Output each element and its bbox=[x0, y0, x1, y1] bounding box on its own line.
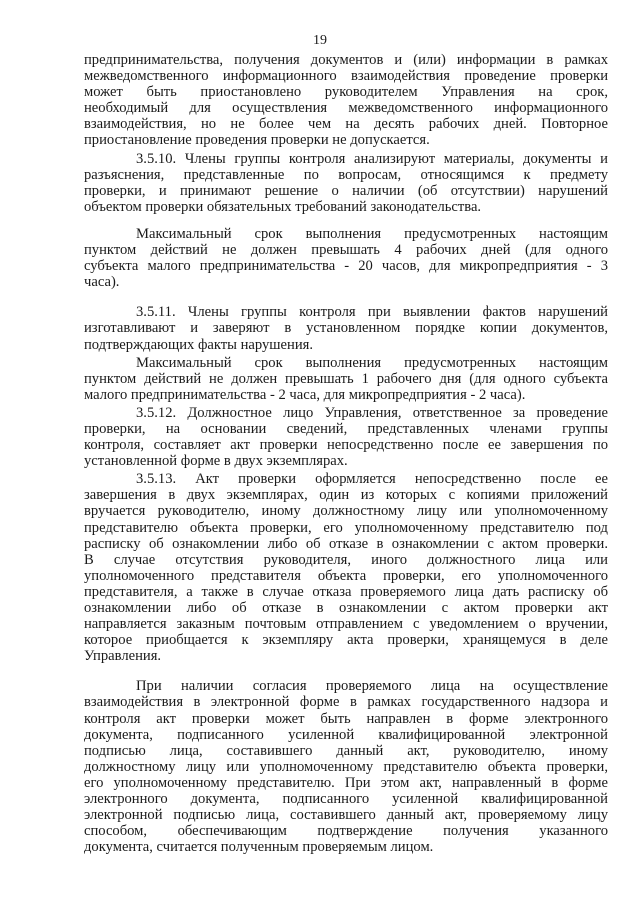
text-line: уполномоченного представителя объекта проверки, его уполномоченного bbox=[84, 567, 608, 584]
text-line: 3.5.11. Члены группы контроля при выявлении фактов нарушений bbox=[136, 304, 608, 321]
text-line: расписку об ознакомлении либо об отказе в ознакомлении с актом проверки. bbox=[84, 535, 608, 552]
text-line: которое приобщается к экземпляру акта проверки, хранящемуся в деле bbox=[84, 632, 608, 649]
text-line: 3.5.13. Акт проверки оформляется непосредственно после ее bbox=[136, 471, 608, 488]
text-line: документа, подписанного усиленной квалифицированной электронной bbox=[84, 726, 608, 743]
text-line: часа). bbox=[84, 274, 120, 291]
text-line: При наличии согласия проверяемого лица на осуществление bbox=[136, 678, 608, 695]
text-line: установленной форме в двух экземплярах. bbox=[84, 453, 348, 470]
text-line: контроля, составляет акт проверки непосредственно после ее завершения по bbox=[84, 437, 608, 454]
paragraph bbox=[84, 405, 608, 469]
paragraph bbox=[84, 678, 608, 855]
paragraph-gap bbox=[84, 290, 608, 304]
paragraph-gap bbox=[84, 215, 608, 226]
paragraph bbox=[84, 151, 608, 215]
text-line: подписью лица, составившего данный акт, руководителю, иному bbox=[84, 742, 608, 759]
text-line: разъяснения, представленные по вопросам, относящимся к предмету bbox=[84, 166, 608, 183]
text-line: подтверждающих факты нарушения. bbox=[84, 336, 313, 353]
paragraph bbox=[84, 52, 608, 149]
text-line: ознакомлении либо об отказе в ознакомлении с актом проверки акт bbox=[84, 600, 608, 616]
text-line: объектом проверки обязательных требований законодательства. bbox=[84, 198, 482, 215]
text-line: предпринимательства, получения документов и (или) информации в рамках bbox=[84, 52, 608, 68]
text-line: В случае отсутствия руководителя, иного должностного лица или bbox=[84, 551, 608, 568]
paragraph bbox=[84, 355, 608, 403]
text-line: пунктом действий не должен превышать 4 рабочих дней (для одного bbox=[84, 242, 608, 259]
text-line: проверки, и принимают решение о наличии (об отсутствии) нарушений bbox=[84, 182, 608, 199]
text-line: 3.5.12. Должностное лицо Управления, ответственное за проведение bbox=[136, 404, 608, 421]
text-line: субъекта малого предпринимательства - 20 часов, для микропредприятия - 3 bbox=[84, 258, 608, 275]
text-line: его уполномоченному представителю. При этом акт, направленный в форме bbox=[84, 774, 608, 791]
text-line: представителю объекта проверки, его уполномоченному представителю под bbox=[84, 519, 608, 536]
text-line: пунктом действий не должен превышать 1 рабочего дня (для одного субъекта bbox=[84, 370, 608, 387]
text-line: должностному лицу или уполномоченному представителю объекта проверки, bbox=[84, 758, 608, 775]
text-line: 3.5.10. Члены группы контроля анализируют материалы, документы и bbox=[136, 150, 608, 167]
text-line: способом, обеспечивающим подтверждение получения указанного bbox=[84, 823, 608, 840]
text-line: изготавливают и заверяют в установленном порядке копии документов, bbox=[84, 320, 608, 337]
text-line: приостановление проведения проверки не допускается. bbox=[84, 132, 430, 149]
paragraph bbox=[84, 304, 608, 352]
text-line: Максимальный срок выполнения предусмотренных настоящим bbox=[136, 225, 608, 242]
paragraph bbox=[84, 471, 608, 664]
text-line: документа, считается полученным проверяемым лицом. bbox=[84, 839, 434, 856]
text-line: проверки, на основании сведений, представленных членами группы bbox=[84, 420, 608, 437]
paragraph-gap bbox=[84, 664, 608, 678]
text-line: взаимодействия, но не более чем на десять рабочих дней. Повторное bbox=[84, 116, 608, 133]
text-line: электронной подписью лица, составившего данный акт, проверяемому лицу bbox=[84, 807, 608, 824]
text-line: Максимальный срок выполнения предусмотренных настоящим bbox=[136, 354, 608, 371]
text-line: вручается руководителю, иному должностному лицу или уполномоченному bbox=[84, 503, 608, 520]
paragraph bbox=[84, 226, 608, 290]
text-line: представителя, а также в случае отказа проверяемого лица дать расписку об bbox=[84, 583, 608, 600]
page-number: 19 bbox=[313, 33, 327, 48]
text-line: направляется заказным почтовым отправлением с уведомлением о вручении, bbox=[84, 616, 608, 633]
text-line: может быть приостановлено руководителем Управления на срок, bbox=[84, 84, 608, 101]
document-body bbox=[84, 52, 608, 855]
text-line: контроля акт проверки может быть направлен в форме электронного bbox=[84, 710, 608, 727]
text-line: взаимодействия в электронной форме в рамках государственного надзора и bbox=[84, 694, 608, 711]
text-line: необходимый для осуществления межведомственного информационного bbox=[84, 100, 608, 117]
text-line: Управления. bbox=[84, 648, 162, 665]
text-line: завершения в двух экземплярах, один из которых с копиями приложений bbox=[84, 487, 608, 504]
text-line: электронного документа, подписанного усиленной квалифицированной bbox=[84, 791, 608, 808]
text-line: межведомственного информационного взаимодействия проведение проверки bbox=[84, 68, 608, 85]
text-line: малого предпринимательства - 2 часа, для микропредприятия - 2 часа). bbox=[84, 386, 526, 403]
